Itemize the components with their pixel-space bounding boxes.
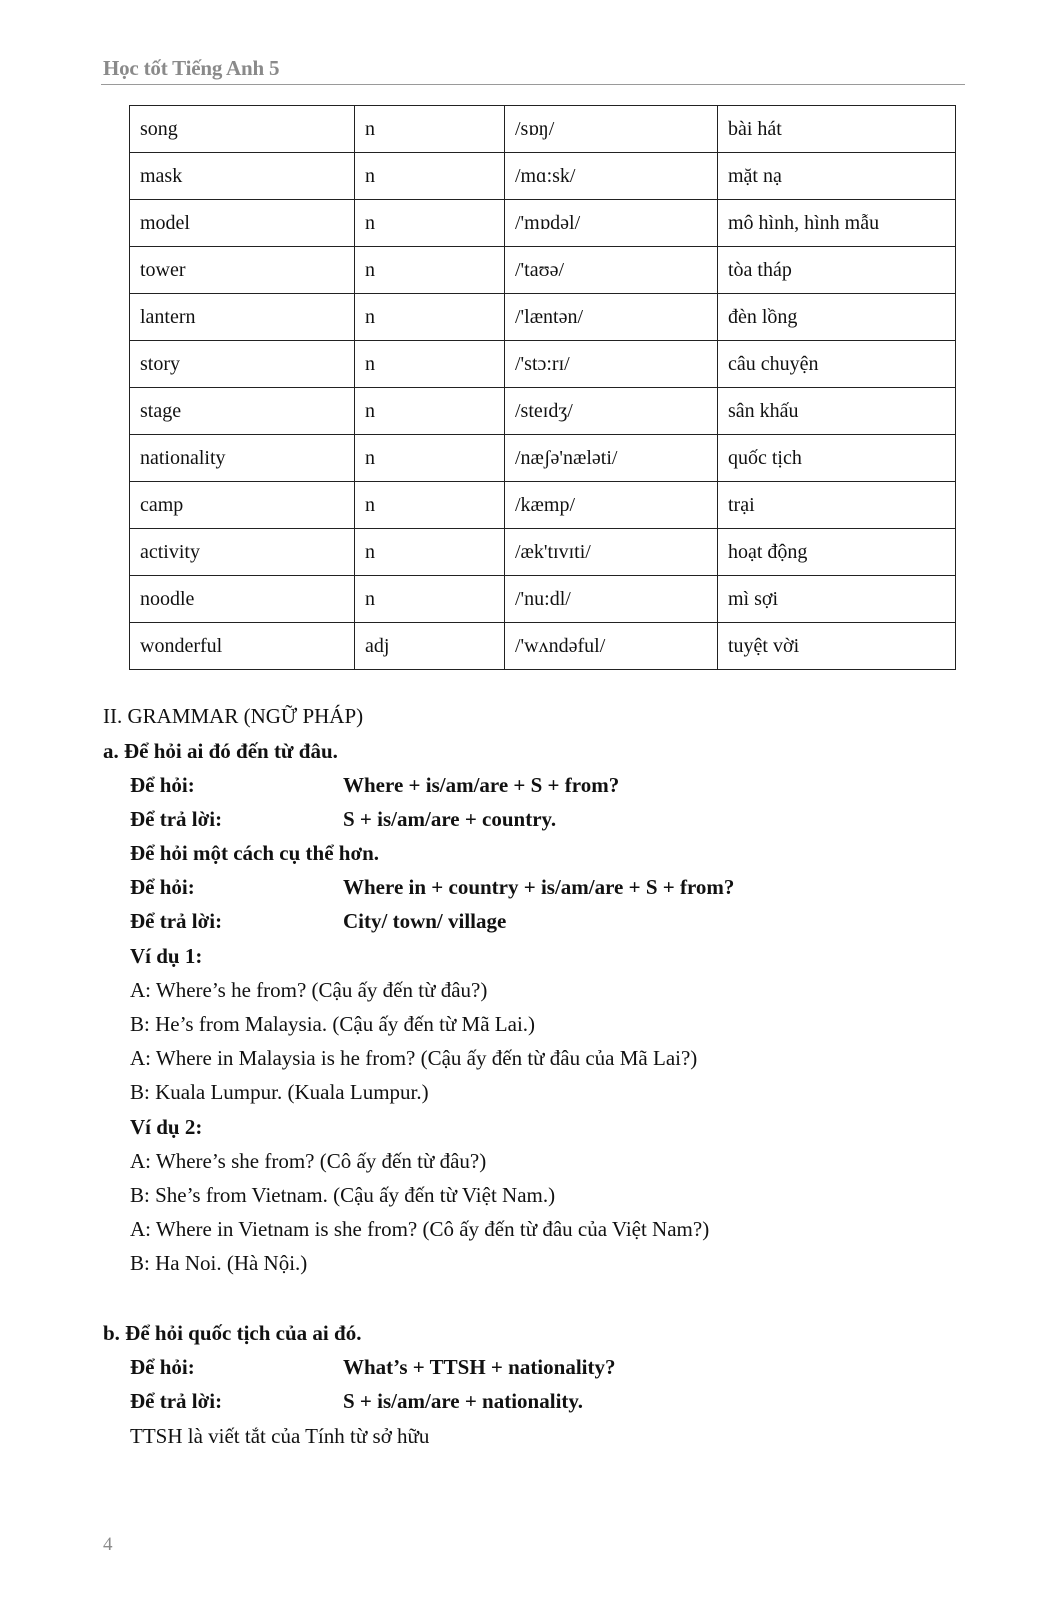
abbreviation-note: TTSH là viết tắt của Tính từ sở hữu <box>130 1424 430 1448</box>
answer-label-specific: Để trả lời: <box>130 909 223 933</box>
ask-formula-specific: Where in + country + is/am/are + S + from? <box>343 875 735 899</box>
vocab-row <box>130 294 956 341</box>
vocab-word: activity <box>130 529 355 576</box>
answer-formula-specific: City/ town/ village <box>343 909 507 933</box>
vocab-pronunciation: /næʃə'næləti/ <box>505 435 718 482</box>
vocab-pronunciation: /kæmp/ <box>505 482 718 529</box>
vocab-meaning: mô hình, hình mẫu <box>718 200 956 247</box>
vocab-word: lantern <box>130 294 355 341</box>
vocab-row <box>130 247 956 294</box>
vocab-row <box>130 106 956 153</box>
vocab-row <box>130 576 956 623</box>
vocab-row <box>130 529 956 576</box>
answer-label: Để trả lời: <box>130 807 223 831</box>
vocab-word: mask <box>130 153 355 200</box>
vocab-pronunciation: /æk'tɪvɪti/ <box>505 529 718 576</box>
example-1-title: Ví dụ 1: <box>130 944 203 968</box>
vocab-word: nationality <box>130 435 355 482</box>
vocab-row <box>130 200 956 247</box>
vocab-meaning: quốc tịch <box>718 435 956 482</box>
vocab-pronunciation: /steɪdʒ/ <box>505 388 718 435</box>
vocab-part-of-speech: n <box>355 200 505 247</box>
vocab-meaning: bài hát <box>718 106 956 153</box>
vocab-part-of-speech: adj <box>355 623 505 670</box>
vocab-word: noodle <box>130 576 355 623</box>
vocab-part-of-speech: n <box>355 576 505 623</box>
vocab-pronunciation: /mɑ:sk/ <box>505 153 718 200</box>
ask-formula: Where + is/am/are + S + from? <box>343 773 620 797</box>
header-divider <box>101 84 965 85</box>
vocab-row <box>130 388 956 435</box>
vocab-part-of-speech: n <box>355 294 505 341</box>
specific-question-title: Để hỏi một cách cụ thể hơn. <box>130 841 380 865</box>
vocab-word: wonderful <box>130 623 355 670</box>
vocab-pronunciation: /'læntən/ <box>505 294 718 341</box>
example-1-line: B: He’s from Malaysia. (Cậu ấy đến từ Mã Lai.) <box>130 1012 536 1036</box>
example-1-line: B: Kuala Lumpur. (Kuala Lumpur.) <box>130 1080 429 1104</box>
vocab-meaning: mặt nạ <box>718 153 956 200</box>
example-1-line: A: Where in Malaysia is he from? (Cậu ấy đến từ đâu của Mã Lai?) <box>130 1046 698 1070</box>
vocab-meaning: sân khấu <box>718 388 956 435</box>
answer-formula-nationality: S + is/am/are + nationality. <box>343 1389 583 1413</box>
example-2-line: B: She’s from Vietnam. (Cậu ấy đến từ Việt Nam.) <box>130 1183 556 1207</box>
vocab-part-of-speech: n <box>355 482 505 529</box>
grammar-heading: II. GRAMMAR (NGỮ PHÁP) <box>103 704 364 728</box>
vocab-pronunciation: /'stɔ:rɪ/ <box>505 341 718 388</box>
vocab-word: song <box>130 106 355 153</box>
section-b-title: b. Để hỏi quốc tịch của ai đó. <box>103 1321 362 1345</box>
example-2-line: B: Ha Noi. (Hà Nội.) <box>130 1251 308 1275</box>
vocab-part-of-speech: n <box>355 435 505 482</box>
section-a-title: a. Để hỏi ai đó đến từ đâu. <box>103 739 338 763</box>
vocab-pronunciation: /'taʊə/ <box>505 247 718 294</box>
vocab-meaning: hoạt động <box>718 529 956 576</box>
vocab-meaning: mì sợi <box>718 576 956 623</box>
ask-label: Để hỏi: <box>130 773 195 797</box>
vocab-row <box>130 341 956 388</box>
example-2-line: A: Where in Vietnam is she from? (Cô ấy đến từ đâu của Việt Nam?) <box>130 1217 710 1241</box>
vocab-meaning: tòa tháp <box>718 247 956 294</box>
page-number: 4 <box>103 1534 113 1555</box>
vocab-part-of-speech: n <box>355 153 505 200</box>
vocab-part-of-speech: n <box>355 529 505 576</box>
ask-formula-nationality: What’s + TTSH + nationality? <box>343 1355 616 1379</box>
vocab-row <box>130 482 956 529</box>
vocab-pronunciation: /sɒŋ/ <box>505 106 718 153</box>
vocab-word: tower <box>130 247 355 294</box>
vocab-part-of-speech: n <box>355 247 505 294</box>
vocab-meaning: đèn lồng <box>718 294 956 341</box>
vocabulary-table <box>129 105 956 670</box>
vocab-meaning: câu chuyện <box>718 341 956 388</box>
vocab-meaning: tuyệt vời <box>718 623 956 670</box>
vocab-row <box>130 623 956 670</box>
ask-label-specific: Để hỏi: <box>130 875 195 899</box>
vocab-row <box>130 435 956 482</box>
answer-formula: S + is/am/are + country. <box>343 807 557 831</box>
vocab-pronunciation: /'nu:dl/ <box>505 576 718 623</box>
vocab-pronunciation: /'wʌndəful/ <box>505 623 718 670</box>
vocab-word: model <box>130 200 355 247</box>
vocab-part-of-speech: n <box>355 388 505 435</box>
example-2-line: A: Where’s she from? (Cô ấy đến từ đâu?) <box>130 1149 487 1173</box>
vocab-word: stage <box>130 388 355 435</box>
ask-label-nationality: Để hỏi: <box>130 1355 195 1379</box>
running-header-title: Học tốt Tiếng Anh 5 <box>103 56 280 80</box>
answer-label-nationality: Để trả lời: <box>130 1389 223 1413</box>
vocab-part-of-speech: n <box>355 106 505 153</box>
vocab-part-of-speech: n <box>355 341 505 388</box>
example-2-title: Ví dụ 2: <box>130 1115 203 1139</box>
vocab-meaning: trại <box>718 482 956 529</box>
example-1-line: A: Where’s he from? (Cậu ấy đến từ đâu?) <box>130 978 488 1002</box>
vocab-row <box>130 153 956 200</box>
vocab-pronunciation: /'mɒdəl/ <box>505 200 718 247</box>
vocab-word: story <box>130 341 355 388</box>
vocab-word: camp <box>130 482 355 529</box>
